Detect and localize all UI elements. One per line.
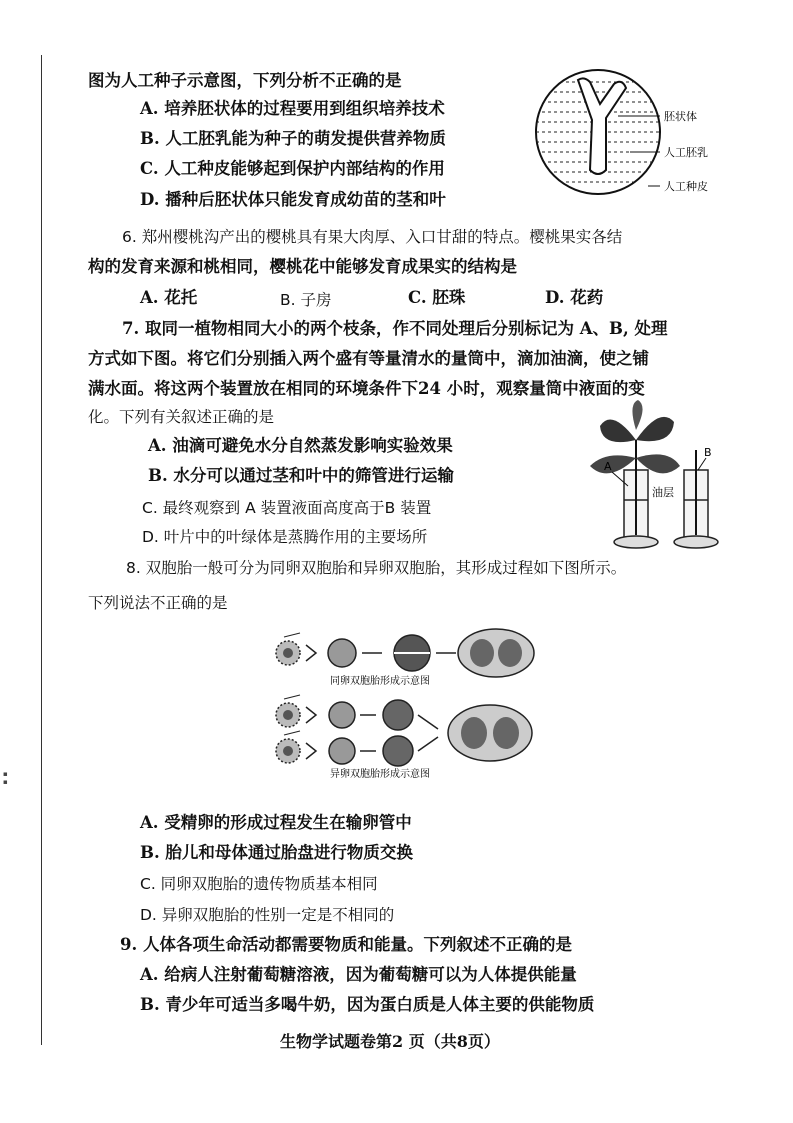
artificial-seed-figure <box>530 62 760 202</box>
q5-option-a: A. 培养胚状体的过程要用到组织培养技术 <box>140 99 445 118</box>
q7-stem-line3: 满水面。将这两个装置放在相同的环境条件下24 小时，观察量筒中液面的变 <box>88 379 645 398</box>
label-oil-layer: 油层 <box>652 486 674 499</box>
q6-option-c: C. 胚珠 <box>408 288 466 307</box>
q9-option-b: B. 青少年可适当多喝牛奶，因为蛋白质是人体主要的供能物质 <box>140 995 595 1014</box>
q8-option-a: A. 受精卵的形成过程发生在输卵管中 <box>140 813 412 832</box>
q9-stem: 9. 人体各项生命活动都需要物质和能量。下列叙述不正确的是 <box>120 935 572 954</box>
q5-option-d: D. 播种后胚状体只能发育成幼苗的茎和叶 <box>140 190 446 209</box>
q7-stem-line2: 方式如下图。将它们分别插入两个盛有等量清水的量筒中，滴加油滴，使之铺 <box>88 349 649 368</box>
label-artificial-seed-coat: 人工种皮 <box>664 180 708 193</box>
binding-margin-line <box>41 55 42 1045</box>
side-mark: ▪ ▪ <box>3 770 8 786</box>
q8-option-c: C. 同卵双胞胎的遗传物质基本相同 <box>140 875 378 893</box>
q7-option-b: B. 水分可以通过茎和叶中的筛管进行运输 <box>148 466 454 485</box>
q5-stem: 图为人工种子示意图，下列分析不正确的是 <box>88 71 402 90</box>
q6-option-b: B. 子房 <box>280 291 332 309</box>
page-footer: 生物学试题卷第2 页（共8页） <box>280 1032 500 1051</box>
caption-identical-twins: 同卵双胞胎形成示意图 <box>330 676 430 687</box>
q6-option-d: D. 花药 <box>545 288 604 307</box>
q7-option-c: C. 最终观察到 A 装置液面高度高于B 装置 <box>142 499 432 517</box>
twins-formation-figure <box>270 625 540 783</box>
transpiration-experiment-figure <box>572 400 750 555</box>
q5-option-b: B. 人工胚乳能为种子的萌发提供营养物质 <box>140 129 446 148</box>
q6-option-a: A. 花托 <box>140 288 198 307</box>
label-a: A <box>604 460 612 473</box>
q7-option-d: D. 叶片中的叶绿体是蒸腾作用的主要场所 <box>142 528 428 546</box>
q8-stem-line1: 8. 双胞胎一般可分为同卵双胞胎和异卵双胞胎，其形成过程如下图所示。 <box>126 559 627 577</box>
q6-stem-line2: 构的发育来源和桃相同，樱桃花中能够发育成果实的结构是 <box>88 257 517 276</box>
q5-option-c: C. 人工种皮能够起到保护内部结构的作用 <box>140 159 445 178</box>
q7-stem-line1: 7. 取同一植物相同大小的两个枝条，作不同处理后分别标记为 A、B, 处理 <box>122 319 668 338</box>
label-artificial-endosperm: 人工胚乳 <box>664 146 708 159</box>
label-embryoid: 胚状体 <box>664 110 697 123</box>
q8-stem-line2: 下列说法不正确的是 <box>88 594 228 612</box>
q8-option-d: D. 异卵双胞胎的性别一定是不相同的 <box>140 906 395 924</box>
q9-option-a: A. 给病人注射葡萄糖溶液，因为葡萄糖可以为人体提供能量 <box>140 965 577 984</box>
q7-option-a: A. 油滴可避免水分自然蒸发影响实验效果 <box>148 436 453 455</box>
q8-option-b: B. 胎儿和母体通过胎盘进行物质交换 <box>140 843 413 862</box>
q6-stem-line1: 6. 郑州樱桃沟产出的樱桃具有果大肉厚、入口甘甜的特点。樱桃果实各结 <box>122 228 623 246</box>
caption-fraternal-twins: 异卵双胞胎形成示意图 <box>330 769 430 780</box>
q7-stem-line4: 化。下列有关叙述正确的是 <box>88 408 275 426</box>
label-b: B <box>704 446 712 459</box>
